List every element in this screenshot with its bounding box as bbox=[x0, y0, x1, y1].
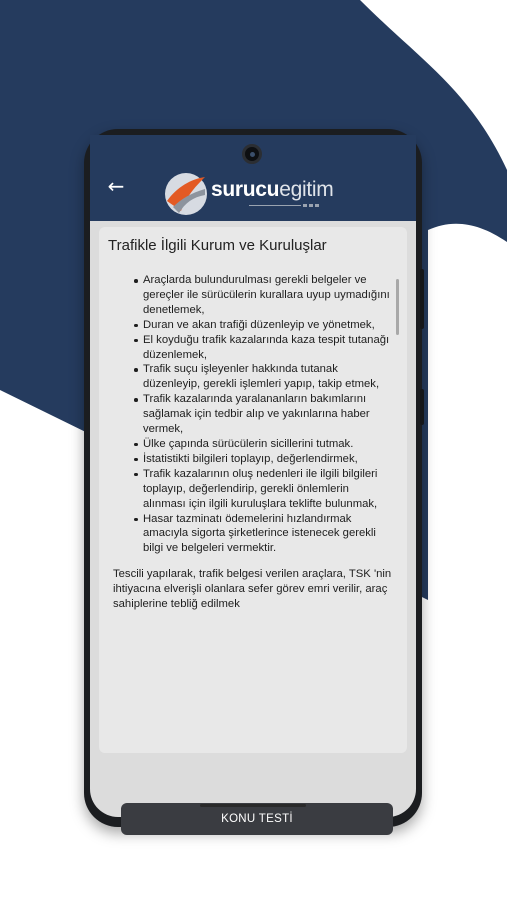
phone-frame bbox=[84, 129, 422, 827]
konu-testi-button[interactable]: KONU TESTİ bbox=[121, 803, 393, 835]
list-item: Trafik suçu işleyenler hakkında tutanak düzenleyip, gerekli işlemleri yapıp, takip etmek, bbox=[143, 362, 393, 392]
list-item: Ülke çapında sürücülerin sicillerini tutmak. bbox=[143, 437, 393, 452]
content-card bbox=[99, 227, 407, 825]
scrollbar[interactable] bbox=[396, 279, 399, 335]
list-item: Duran ve akan trafiği düzenleyip ve yönetmek, bbox=[143, 318, 393, 333]
logo-mark-icon bbox=[163, 171, 209, 217]
phone-screen bbox=[90, 135, 416, 825]
home-indicator[interactable] bbox=[200, 804, 306, 807]
list-item: İstatistikti bilgileri toplayıp, değerlendirmek, bbox=[143, 452, 393, 467]
list-item: El koyduğu trafik kazalarında kaza tespit tutanağı düzenlemek, bbox=[143, 333, 393, 363]
camera-icon bbox=[242, 144, 262, 164]
list-item: Araçlarda bulundurulması gerekli belgeler ve gereçler ile sürücülerin kurallara uyup uymadığını denetlemek, bbox=[143, 273, 393, 318]
list-item: Trafik kazalarının oluş nedenleri ile ilgili bilgileri toplayıp, değerlendirip, gerekli önlemlerin alınması için ilgili kuruluşlara teklifte bulunmak, bbox=[143, 467, 393, 512]
list-item: Trafik kazalarında yaralananların bakımlarını sağlamak için tedbir alıp ve yakınlarına haber vermek, bbox=[143, 392, 393, 437]
bullet-list bbox=[99, 273, 399, 556]
list-item: Hasar tazminatı ödemelerini hızlandırmak amacıyla sigorta şirketlerince istenecek gerekli bilgi ve belgeleri vermektir. bbox=[143, 512, 393, 557]
back-arrow-icon[interactable]: ← bbox=[107, 174, 125, 198]
logo-underline bbox=[249, 204, 319, 207]
page-title: Trafikle İlgili Kurum ve Kuruluşlar bbox=[108, 237, 327, 254]
app-logo bbox=[163, 171, 333, 217]
app-header bbox=[90, 135, 416, 221]
phone-side-button bbox=[420, 269, 424, 329]
body-paragraph: Tescili yapılarak, trafik belgesi verilen araçlara, TSK 'nin ihtiyacına elverişli olanlara sefer görev emri verilir, araç sahiplerine tebliğ edilmek bbox=[113, 568, 392, 611]
scroll-content[interactable] bbox=[99, 273, 399, 739]
phone-side-button bbox=[420, 389, 424, 425]
logo-wordmark: surucuegitim bbox=[211, 178, 334, 201]
